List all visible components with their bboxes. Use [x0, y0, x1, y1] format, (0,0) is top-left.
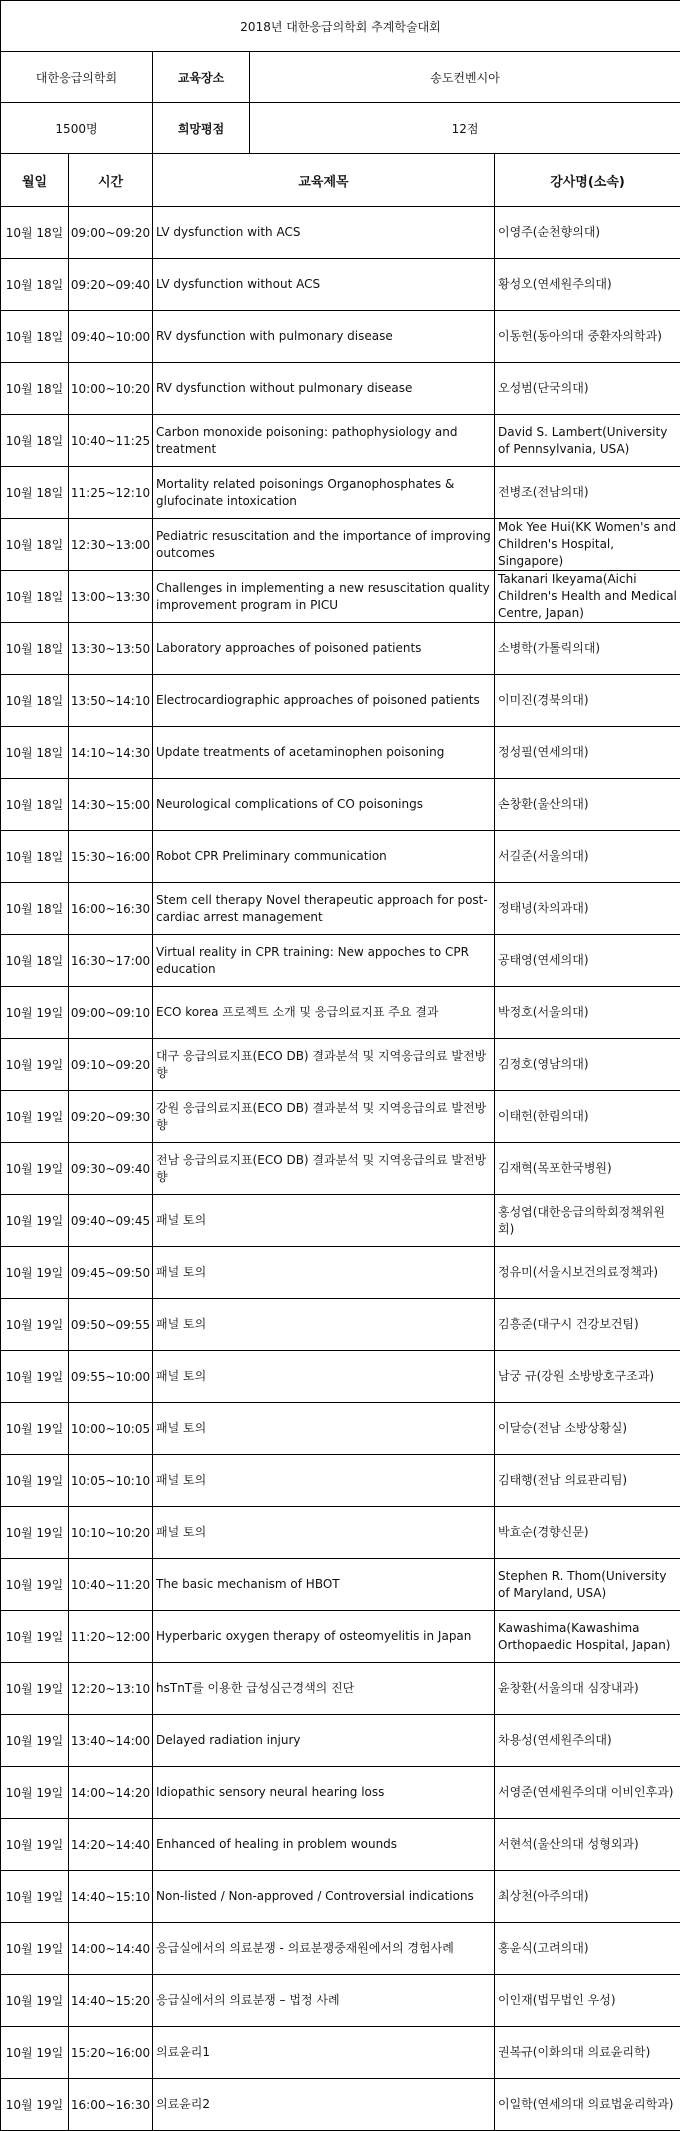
- table-row: [1, 1767, 680, 1819]
- table-row: [1, 935, 680, 987]
- topic-cell: 패널 토의: [153, 1195, 495, 1247]
- time-cell: 12:20~13:10: [69, 1663, 153, 1715]
- time-cell: 09:40~09:45: [69, 1195, 153, 1247]
- time-cell: 15:20~16:00: [69, 2027, 153, 2079]
- date-cell: 10월 19일: [1, 1715, 69, 1767]
- table-row: [1, 623, 680, 675]
- speaker-cell: 김태행(전남 의료관리팀): [495, 1455, 680, 1507]
- speaker-cell: 이일학(연세의대 의료법윤리학과): [495, 2079, 680, 2131]
- topic-cell: Pediatric resuscitation and the importance of improving outcomes: [153, 519, 495, 571]
- info-row-score: [1, 103, 680, 154]
- speaker-cell: 이인재(법무법인 우성): [495, 1975, 680, 2027]
- topic-cell: Laboratory approaches of poisoned patients: [153, 623, 495, 675]
- topic-cell: 강원 응급의료지표(ECO DB) 결과분석 및 지역응급의료 발전방향: [153, 1091, 495, 1143]
- table-row: [1, 987, 680, 1039]
- date-cell: 10월 18일: [1, 831, 69, 883]
- table-row: [1, 311, 680, 363]
- time-cell: 13:00~13:30: [69, 571, 153, 623]
- topic-cell: RV dysfunction with pulmonary disease: [153, 311, 495, 363]
- speaker-cell: 정태녕(차의과대): [495, 883, 680, 935]
- time-cell: 10:10~10:20: [69, 1507, 153, 1559]
- title-row: [1, 1, 680, 52]
- topic-cell: 패널 토의: [153, 1455, 495, 1507]
- table-row: [1, 1819, 680, 1871]
- table-row: [1, 1039, 680, 1091]
- table-row: [1, 1299, 680, 1351]
- table-row: [1, 415, 680, 467]
- date-cell: 10월 19일: [1, 1767, 69, 1819]
- time-cell: 16:30~17:00: [69, 935, 153, 987]
- table-row: [1, 467, 680, 519]
- speaker-cell: 김재혁(목포한국병원): [495, 1143, 680, 1195]
- table-row: [1, 1923, 680, 1975]
- speaker-cell: Kawashima(Kawashima Orthopaedic Hospital, Japan): [495, 1611, 680, 1663]
- date-cell: 10월 19일: [1, 987, 69, 1039]
- speaker-cell: 이영주(순천향의대): [495, 207, 680, 259]
- place-value: 송도컨벤시아: [250, 52, 680, 103]
- date-cell: 10월 18일: [1, 519, 69, 571]
- time-cell: 10:05~10:10: [69, 1455, 153, 1507]
- speaker-cell: 이미진(경북의대): [495, 675, 680, 727]
- topic-cell: Carbon monoxide poisoning: pathophysiology and treatment: [153, 415, 495, 467]
- speaker-cell: Mok Yee Hui(KK Women's and Children's Hospital, Singapore): [495, 519, 680, 571]
- time-cell: 11:20~12:00: [69, 1611, 153, 1663]
- time-cell: 09:30~09:40: [69, 1143, 153, 1195]
- speaker-cell: David S. Lambert(University of Pennsylvania, USA): [495, 415, 680, 467]
- table-row: [1, 1091, 680, 1143]
- topic-cell: Idiopathic sensory neural hearing loss: [153, 1767, 495, 1819]
- topic-cell: Update treatments of acetaminophen poisoning: [153, 727, 495, 779]
- table-row: [1, 779, 680, 831]
- date-cell: 10월 19일: [1, 1039, 69, 1091]
- table-row: [1, 883, 680, 935]
- table-row: [1, 1247, 680, 1299]
- date-cell: 10월 18일: [1, 571, 69, 623]
- speaker-cell: Stephen R. Thom(University of Maryland, USA): [495, 1559, 680, 1611]
- score-value: 12점: [250, 103, 680, 154]
- date-cell: 10월 19일: [1, 1871, 69, 1923]
- date-cell: 10월 19일: [1, 2027, 69, 2079]
- date-cell: 10월 18일: [1, 467, 69, 519]
- topic-cell: LV dysfunction with ACS: [153, 207, 495, 259]
- date-cell: 10월 19일: [1, 1351, 69, 1403]
- topic-cell: Stem cell therapy Novel therapeutic approach for post-cardiac arrest management: [153, 883, 495, 935]
- topic-cell: Virtual reality in CPR training: New appoches to CPR education: [153, 935, 495, 987]
- table-row: [1, 207, 680, 259]
- speaker-cell: Takanari Ikeyama(Aichi Children's Health and Medical Centre, Japan): [495, 571, 680, 623]
- time-cell: 14:40~15:20: [69, 1975, 153, 2027]
- topic-cell: Electrocardiographic approaches of poisoned patients: [153, 675, 495, 727]
- header-date: 월일: [1, 154, 69, 207]
- speaker-cell: 홍윤식(고려의대): [495, 1923, 680, 1975]
- speaker-cell: 오성범(단국의대): [495, 363, 680, 415]
- table-row: [1, 2079, 680, 2131]
- time-cell: 13:30~13:50: [69, 623, 153, 675]
- speaker-cell: 서길준(서울의대): [495, 831, 680, 883]
- speaker-cell: 이달승(전남 소방상황실): [495, 1403, 680, 1455]
- date-cell: 10월 18일: [1, 935, 69, 987]
- date-cell: 10월 18일: [1, 311, 69, 363]
- time-cell: 13:40~14:00: [69, 1715, 153, 1767]
- date-cell: 10월 19일: [1, 1559, 69, 1611]
- date-cell: 10월 19일: [1, 1611, 69, 1663]
- date-cell: 10월 19일: [1, 1143, 69, 1195]
- table-row: [1, 1559, 680, 1611]
- table-row: [1, 831, 680, 883]
- topic-cell: 패널 토의: [153, 1507, 495, 1559]
- topic-cell: Delayed radiation injury: [153, 1715, 495, 1767]
- date-cell: 10월 18일: [1, 259, 69, 311]
- time-cell: 14:00~14:40: [69, 1923, 153, 1975]
- score-label: 희망평점: [153, 103, 250, 154]
- speaker-cell: 소병학(가톨릭의대): [495, 623, 680, 675]
- table-row: [1, 363, 680, 415]
- date-cell: 10월 19일: [1, 1299, 69, 1351]
- topic-cell: The basic mechanism of HBOT: [153, 1559, 495, 1611]
- time-cell: 10:40~11:20: [69, 1559, 153, 1611]
- time-cell: 09:00~09:10: [69, 987, 153, 1039]
- time-cell: 09:20~09:40: [69, 259, 153, 311]
- time-cell: 09:50~09:55: [69, 1299, 153, 1351]
- speaker-cell: 홍성엽(대한응급의학회정책위원회): [495, 1195, 680, 1247]
- topic-cell: ECO korea 프로젝트 소개 및 응급의료지표 주요 결과: [153, 987, 495, 1039]
- date-cell: 10월 19일: [1, 1923, 69, 1975]
- time-cell: 09:10~09:20: [69, 1039, 153, 1091]
- date-cell: 10월 18일: [1, 415, 69, 467]
- topic-cell: Challenges in implementing a new resuscitation quality improvement program in PICU: [153, 571, 495, 623]
- table-row: [1, 727, 680, 779]
- speaker-cell: 박정호(서울의대): [495, 987, 680, 1039]
- header-speaker: 강사명(소속): [495, 154, 680, 207]
- table-row: [1, 1663, 680, 1715]
- speaker-cell: 권복규(이화의대 의료윤리학): [495, 2027, 680, 2079]
- time-cell: 10:00~10:20: [69, 363, 153, 415]
- attendee-count: 1500명: [1, 103, 153, 154]
- date-cell: 10월 19일: [1, 1195, 69, 1247]
- speaker-cell: 이동헌(동아의대 중환자의학과): [495, 311, 680, 363]
- time-cell: 09:55~10:00: [69, 1351, 153, 1403]
- speaker-cell: 최상천(아주의대): [495, 1871, 680, 1923]
- time-cell: 14:40~15:10: [69, 1871, 153, 1923]
- table-row: [1, 1351, 680, 1403]
- time-cell: 09:20~09:30: [69, 1091, 153, 1143]
- date-cell: 10월 19일: [1, 1091, 69, 1143]
- date-cell: 10월 19일: [1, 1663, 69, 1715]
- speaker-cell: 이태헌(한림의대): [495, 1091, 680, 1143]
- speaker-cell: 김흥준(대구시 건강보건팀): [495, 1299, 680, 1351]
- speaker-cell: 손창환(울산의대): [495, 779, 680, 831]
- place-label: 교육장소: [153, 52, 250, 103]
- table-row: [1, 1715, 680, 1767]
- speaker-cell: 전병조(전남의대): [495, 467, 680, 519]
- date-cell: 10월 18일: [1, 779, 69, 831]
- topic-cell: Enhanced of healing in problem wounds: [153, 1819, 495, 1871]
- topic-cell: 응급실에서의 의료분쟁 – 법정 사례: [153, 1975, 495, 2027]
- info-row-place: [1, 52, 680, 103]
- speaker-cell: 정성필(연세의대): [495, 727, 680, 779]
- table-row: [1, 1143, 680, 1195]
- speaker-cell: 남궁 규(강원 소방방호구조과): [495, 1351, 680, 1403]
- topic-cell: Non-listed / Non-approved / Controversial indications: [153, 1871, 495, 1923]
- table-row: [1, 519, 680, 571]
- time-cell: 12:30~13:00: [69, 519, 153, 571]
- header-time: 시간: [69, 154, 153, 207]
- date-cell: 10월 19일: [1, 1507, 69, 1559]
- time-cell: 10:00~10:05: [69, 1403, 153, 1455]
- speaker-cell: 정유미(서울시보건의료정책과): [495, 1247, 680, 1299]
- table-row: [1, 1611, 680, 1663]
- time-cell: 14:30~15:00: [69, 779, 153, 831]
- topic-cell: RV dysfunction without pulmonary disease: [153, 363, 495, 415]
- speaker-cell: 차용성(연세원주의대): [495, 1715, 680, 1767]
- topic-cell: LV dysfunction without ACS: [153, 259, 495, 311]
- table-row: [1, 1455, 680, 1507]
- table-row: [1, 1507, 680, 1559]
- date-cell: 10월 18일: [1, 675, 69, 727]
- time-cell: 16:00~16:30: [69, 2079, 153, 2131]
- speaker-cell: 공태영(연세의대): [495, 935, 680, 987]
- topic-cell: 전남 응급의료지표(ECO DB) 결과분석 및 지역응급의료 발전방향: [153, 1143, 495, 1195]
- date-cell: 10월 18일: [1, 623, 69, 675]
- topic-cell: 대구 응급의료지표(ECO DB) 결과분석 및 지역응급의료 발전방향: [153, 1039, 495, 1091]
- organization-name: 대한응급의학회: [1, 52, 153, 103]
- table-row: [1, 259, 680, 311]
- topic-cell: 패널 토의: [153, 1403, 495, 1455]
- topic-cell: 의료윤리1: [153, 2027, 495, 2079]
- topic-cell: 패널 토의: [153, 1299, 495, 1351]
- date-cell: 10월 18일: [1, 883, 69, 935]
- table-row: [1, 1195, 680, 1247]
- conference-title: 2018년 대한응급의학회 추계학술대회: [1, 1, 680, 52]
- time-cell: 09:45~09:50: [69, 1247, 153, 1299]
- time-cell: 09:40~10:00: [69, 311, 153, 363]
- table-row: [1, 2027, 680, 2079]
- speaker-cell: 서영준(연세원주의대 이비인후과): [495, 1767, 680, 1819]
- time-cell: 10:40~11:25: [69, 415, 153, 467]
- date-cell: 10월 19일: [1, 1403, 69, 1455]
- time-cell: 11:25~12:10: [69, 467, 153, 519]
- date-cell: 10월 18일: [1, 727, 69, 779]
- speaker-cell: 김정호(영남의대): [495, 1039, 680, 1091]
- date-cell: 10월 18일: [1, 363, 69, 415]
- date-cell: 10월 18일: [1, 207, 69, 259]
- time-cell: 15:30~16:00: [69, 831, 153, 883]
- time-cell: 13:50~14:10: [69, 675, 153, 727]
- topic-cell: Robot CPR Preliminary communication: [153, 831, 495, 883]
- date-cell: 10월 19일: [1, 1455, 69, 1507]
- speaker-cell: 윤창환(서울의대 심장내과): [495, 1663, 680, 1715]
- time-cell: 14:20~14:40: [69, 1819, 153, 1871]
- column-header-row: [1, 154, 680, 207]
- table-row: [1, 571, 680, 623]
- date-cell: 10월 19일: [1, 1819, 69, 1871]
- table-row: [1, 675, 680, 727]
- date-cell: 10월 19일: [1, 1247, 69, 1299]
- speaker-cell: 박효순(경향신문): [495, 1507, 680, 1559]
- topic-cell: 의료윤리2: [153, 2079, 495, 2131]
- topic-cell: Neurological complications of CO poisonings: [153, 779, 495, 831]
- topic-cell: 패널 토의: [153, 1247, 495, 1299]
- topic-cell: 패널 토의: [153, 1351, 495, 1403]
- table-row: [1, 1403, 680, 1455]
- topic-cell: Hyperbaric oxygen therapy of osteomyelitis in Japan: [153, 1611, 495, 1663]
- topic-cell: Mortality related poisonings Organophosphates & glufocinate intoxication: [153, 467, 495, 519]
- time-cell: 16:00~16:30: [69, 883, 153, 935]
- date-cell: 10월 19일: [1, 1975, 69, 2027]
- time-cell: 14:10~14:30: [69, 727, 153, 779]
- time-cell: 09:00~09:20: [69, 207, 153, 259]
- time-cell: 14:00~14:20: [69, 1767, 153, 1819]
- date-cell: 10월 19일: [1, 2079, 69, 2131]
- table-row: [1, 1871, 680, 1923]
- speaker-cell: 서현석(울산의대 성형외과): [495, 1819, 680, 1871]
- speaker-cell: 황성오(연세원주의대): [495, 259, 680, 311]
- topic-cell: hsTnT를 이용한 급성심근경색의 진단: [153, 1663, 495, 1715]
- topic-cell: 응급실에서의 의료분쟁 - 의료분쟁중재원에서의 경험사례: [153, 1923, 495, 1975]
- header-topic: 교육제목: [153, 154, 495, 207]
- table-row: [1, 1975, 680, 2027]
